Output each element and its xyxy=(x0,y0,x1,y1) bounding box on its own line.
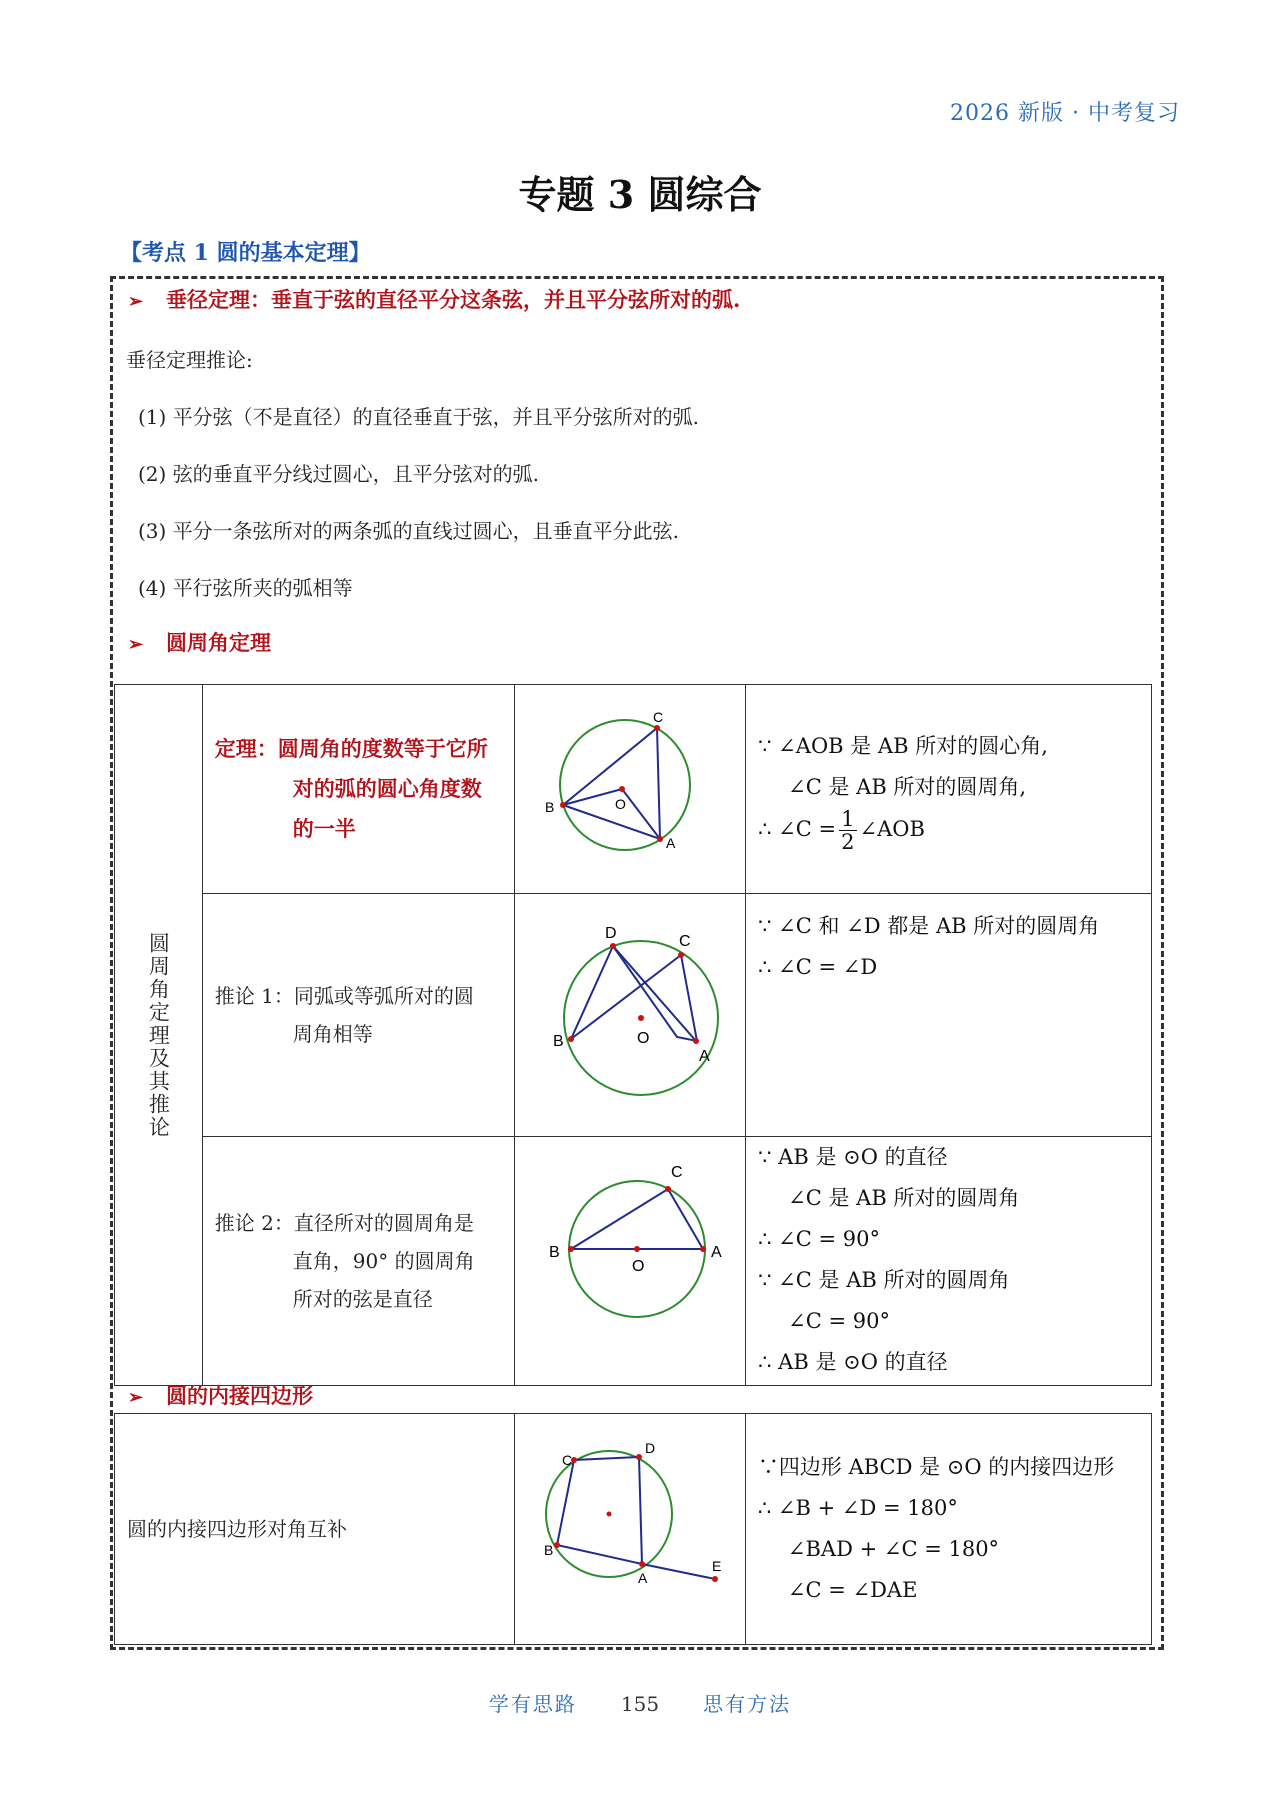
proof-line: ∵ AB 是 ⊙O 的直径 xyxy=(758,1145,948,1169)
point-label: A xyxy=(699,1048,710,1065)
fraction: $\frac{1}{2}$ xyxy=(841,806,855,854)
footer-left: 学有思路 xyxy=(488,1692,577,1716)
figure-cell xyxy=(515,894,746,1137)
proof-line: ∴ ∠B + ∠D = 180° xyxy=(757,1496,958,1520)
corollary-item: (4) 平行弦所夹的弧相等 xyxy=(138,576,353,600)
corollary-text: 周角相等 xyxy=(292,1022,373,1046)
point-label: B xyxy=(553,1033,564,1050)
point-label: A xyxy=(637,1570,648,1586)
point-label: A xyxy=(711,1244,722,1261)
point-label: D xyxy=(605,925,617,942)
corollary1-cell xyxy=(202,894,514,1137)
proof-line: ∠BAD + ∠C = 180° xyxy=(787,1537,1000,1561)
theorem-cell xyxy=(202,685,514,894)
page-number: 155 xyxy=(620,1692,660,1716)
table-row xyxy=(115,894,1152,1137)
table-row xyxy=(115,685,1152,894)
proof-line: ∵ ∠C 和 ∠D 都是 AB 所对的圆周角 xyxy=(758,914,1100,938)
figure-same-arc xyxy=(515,894,745,1132)
page-title: 专题 3 圆综合 xyxy=(518,172,762,217)
proof-line: ∠C = ∠DAE xyxy=(787,1578,918,1602)
edition-header: 2026 新版 · 中考复习 xyxy=(950,101,1180,126)
arrow-icon: ➢ xyxy=(128,291,144,312)
section-tag: 【考点 1 圆的基本定理】 xyxy=(120,240,371,266)
point-label: O xyxy=(632,1258,645,1275)
proof-cell xyxy=(745,1414,1151,1645)
corollary-item: (2) 弦的垂直平分线过圆心，且平分弦对的弧. xyxy=(138,462,540,486)
theorem-text: 对的弧的圆心角度数 xyxy=(292,776,482,801)
corollary-text: 所对的弦是直径 xyxy=(292,1287,433,1311)
inscribed-angle-table xyxy=(114,684,1152,1386)
bullet-inscribed-angle: ➢ 圆周角定理 xyxy=(128,630,271,655)
corollary-intro: 垂径定理推论: xyxy=(126,348,253,372)
point-label: O xyxy=(637,1030,650,1047)
point-label: O xyxy=(615,796,627,812)
figure-diameter-angle xyxy=(515,1137,745,1381)
proof-line: ∴ ∠C = 90° xyxy=(758,1227,881,1251)
corollary-text: 推论 1：同弧或等弧所对的圆 xyxy=(214,984,474,1008)
theorem-text: 的一半 xyxy=(292,816,356,841)
point-label: C xyxy=(653,709,664,725)
theorem-cell xyxy=(115,1414,515,1645)
proof-cell xyxy=(746,685,1152,894)
figure-cell xyxy=(515,685,746,894)
theorem-text: 定理：圆周角的度数等于它所 xyxy=(214,736,488,761)
side-label: 圆周角定理及其推论 xyxy=(146,931,171,1139)
side-label-cell xyxy=(115,685,203,1386)
proof-cell xyxy=(746,1137,1152,1386)
table-row xyxy=(115,1414,1152,1645)
footer-right: 思有方法 xyxy=(703,1692,792,1716)
bullet-cyclic-quadrilateral: ➢ 圆的内接四边形 xyxy=(128,1383,313,1408)
table-row xyxy=(115,1137,1152,1386)
figure-cyclic-quadrilateral xyxy=(515,1414,745,1640)
cyclic-quadrilateral-table xyxy=(114,1413,1152,1645)
point-label: C xyxy=(679,933,691,950)
point-label: B xyxy=(549,1244,560,1261)
proof-cell xyxy=(746,894,1152,1137)
corollary-text: 直角，90° 的圆周角 xyxy=(292,1249,475,1273)
point-label: B xyxy=(543,1542,554,1558)
page-footer xyxy=(0,1688,1280,1717)
corollary-text: 推论 2：直径所对的圆周角是 xyxy=(214,1211,474,1235)
point-label: A xyxy=(666,835,676,851)
proof-line: ∠C 是 AB 所对的圆周角 xyxy=(788,1186,1020,1210)
proof-line: ∵ ∠C 是 AB 所对的圆周角 xyxy=(758,1268,1010,1292)
figure-central-angle xyxy=(515,685,745,889)
bullet-perpendicular-diameter: ➢ 垂径定理：垂直于弦的直径平分这条弦，并且平分弦所对的弧. xyxy=(128,287,741,312)
point-label: E xyxy=(711,1558,722,1574)
arrow-icon: ➢ xyxy=(128,1387,144,1408)
cyclic-theorem-text: 圆的内接四边形对角互补 xyxy=(127,1517,347,1541)
point-label: C xyxy=(561,1452,573,1468)
proof-line: ∴ ∠C = ∠D xyxy=(758,955,878,979)
corollary-item: (3) 平分一条弦所对的两条弧的直线过圆心，且垂直平分此弦. xyxy=(138,519,680,543)
proof-line: ∴ AB 是 ⊙O 的直径 xyxy=(758,1350,948,1374)
proof-line: ∵ ∠AOB 是 AB 所对的圆心角, xyxy=(758,733,1048,758)
corollary2-cell xyxy=(202,1137,514,1386)
corollary-item: (1) 平分弦（不是直径）的直径垂直于弦，并且平分弦所对的弧. xyxy=(138,405,700,429)
proof-line: ∵四边形 ABCD 是 ⊙O 的内接四边形 xyxy=(757,1455,1115,1479)
figure-cell xyxy=(515,1137,746,1386)
point-label: B xyxy=(545,799,555,815)
figure-cell xyxy=(514,1414,745,1645)
proof-line: ∴ ∠C = $\frac{1}{2}$ ∠AOB xyxy=(758,806,925,854)
proof-line: ∠C 是 AB 所对的圆周角, xyxy=(788,774,1027,799)
proof-line: ∠C = 90° xyxy=(788,1309,890,1333)
point-label: C xyxy=(671,1164,683,1181)
arrow-icon: ➢ xyxy=(128,634,144,655)
point-label: D xyxy=(644,1440,656,1456)
